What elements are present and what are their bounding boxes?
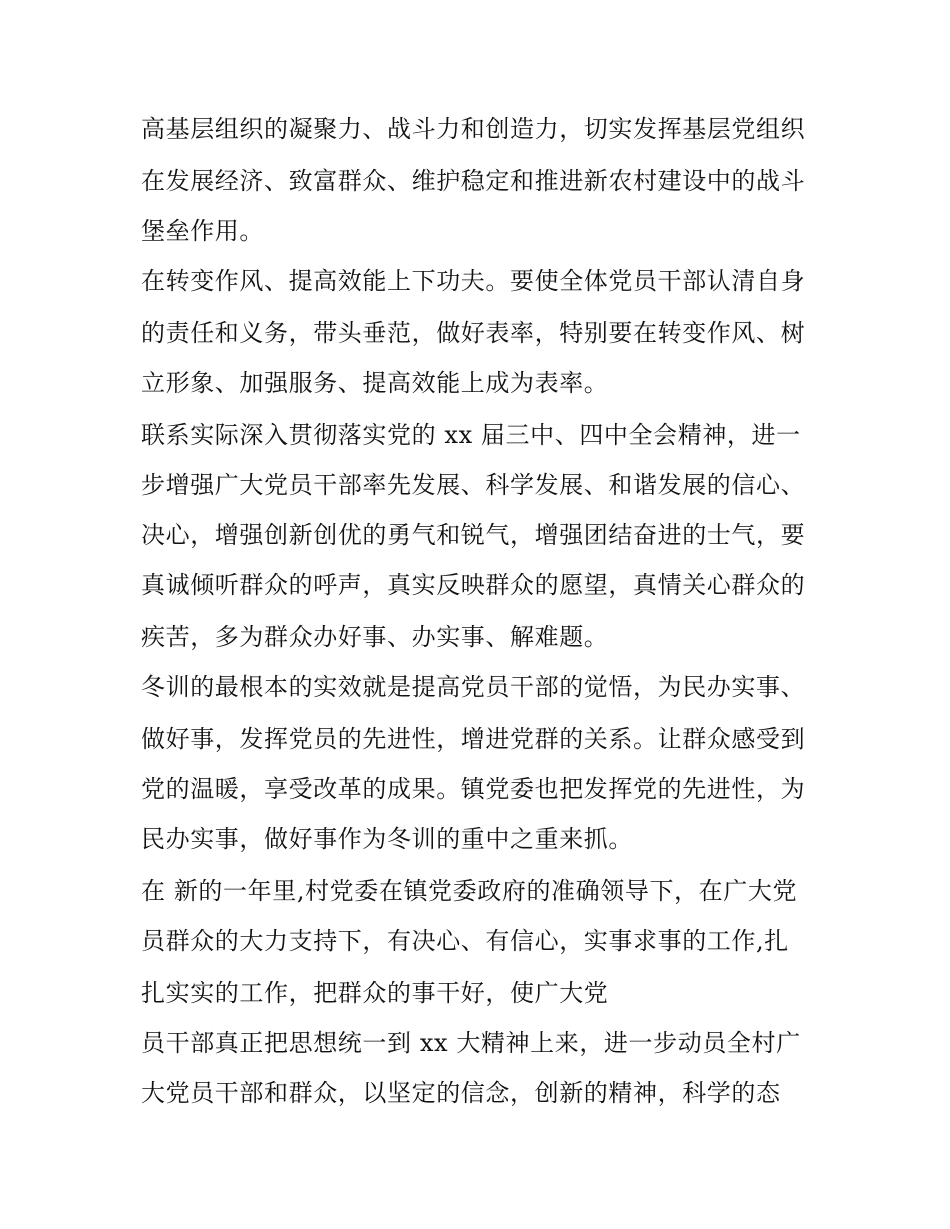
text-line: 步增强广大党员干部率先发展、科学发展、和谐发展的信心、 xyxy=(141,471,806,499)
text-line: 员群众的大力支持下，有决心、有信心，实事求事的工作,扎 xyxy=(141,927,789,955)
text-line: 党的温暖，享受改革的成果。镇党委也把发挥党的先进性，为 xyxy=(141,775,806,803)
text-line: 高基层组织的凝聚力、战斗力和创造力，切实发挥基层党组织 xyxy=(141,115,806,143)
text-line: 堡垒作用。 xyxy=(141,217,264,245)
text-line: 在 新的一年里,村党委在镇党委政府的准确领导下，在广大党 xyxy=(141,877,798,905)
text-line: 冬训的最根本的实效就是提高党员干部的觉悟，为民办实事、 xyxy=(141,673,806,701)
text-line: 立形象、加强服务、提高效能上成为表率。 xyxy=(141,369,609,397)
text-line: 员干部真正把思想统一到 xx 大精神上来，进一步动员全村广 xyxy=(141,1029,801,1057)
text-line: 民办实事，做好事作为冬训的重中之重来抓。 xyxy=(141,825,633,853)
text-line: 的责任和义务，带头垂范，做好表率，特别要在转变作风、树 xyxy=(141,319,806,347)
text-line: 扎实实的工作，把群众的事干好，使广大党 xyxy=(141,979,609,1007)
text-line: 决心，增强创新创优的勇气和锐气，增强团结奋进的士气，要 xyxy=(141,521,806,549)
text-line: 联系实际深入贯彻落实党的 xx 届三中、四中全会精神，进一 xyxy=(141,421,801,449)
text-line: 疾苦，多为群众办好事、办实事、解难题。 xyxy=(141,623,609,651)
text-line: 真诚倾听群众的呼声，真实反映群众的愿望，真情关心群众的 xyxy=(141,571,806,599)
text-line: 在转变作风、提高效能上下功夫。要使全体党员干部认清自身 xyxy=(141,267,806,295)
text-line: 在发展经济、致富群众、维护稳定和推进新农村建设中的战斗 xyxy=(141,167,806,195)
text-line: 大党员干部和群众，以坚定的信念，创新的精神，科学的态 xyxy=(141,1079,781,1107)
text-line: 做好事，发挥党员的先进性，增进党群的关系。让群众感受到 xyxy=(141,725,806,753)
